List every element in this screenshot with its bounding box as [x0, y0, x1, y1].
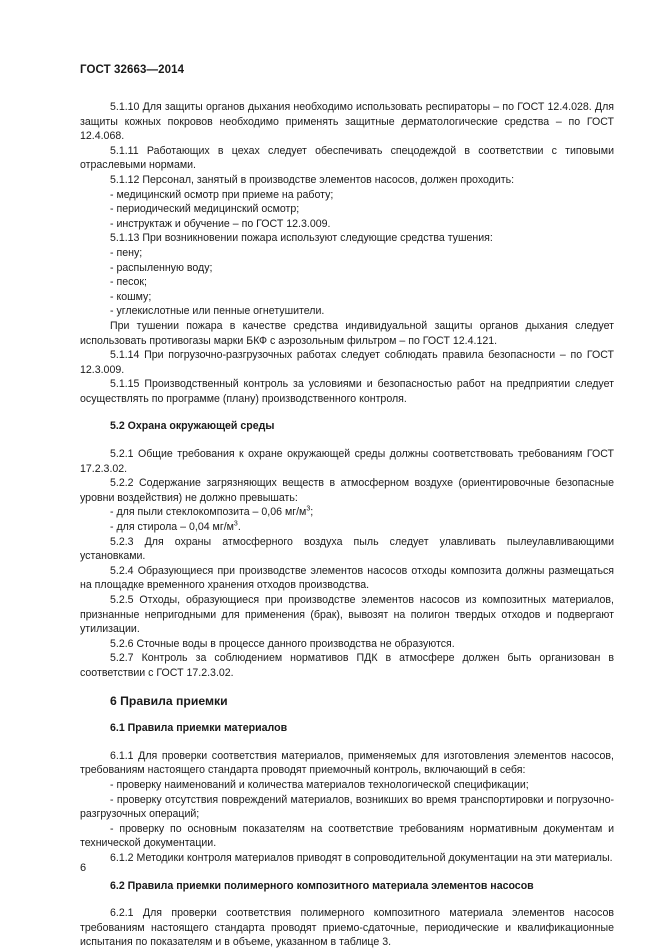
paragraph-6-2-1: 6.2.1 Для проверки соответствия полимерного композитного материала элементов насосов требованиям настоящего стандарта проводят приемо-сдаточные, периодические и квалификационные испытания по показателям и в объеме, указанном в таблице 3.: [80, 907, 614, 949]
section-heading-6-1: 6.1 Правила приемки материалов: [110, 722, 288, 735]
section-heading-6-2: 6.2 Правила приемки полимерного композитного материала элементов насосов: [110, 879, 534, 892]
paragraph-5-1-10: 5.1.10 Для защиты органов дыхания необходимо использовать респираторы – по ГОСТ 12.4.028. Для защиты кожных покровов необходимо применять защитные дерматологические средства – по ГОСТ 12.4.068.: [80, 101, 614, 143]
list-item: - песок;: [110, 276, 147, 289]
list-item: - проверку по основным показателям на соответствие требованиям нормативным документам и технической документации.: [80, 822, 614, 850]
page-number: 6: [80, 862, 87, 874]
paragraph-6-1-1: 6.1.1 Для проверки соответствия материалов, применяемых для изготовления элементов насосов, требованиям настоящего стандарта проводят приемочный контроль, включающий в себя:: [80, 749, 614, 777]
list-item: - инструктаж и обучение – по ГОСТ 12.3.009.: [110, 217, 331, 230]
superscript: 3: [233, 520, 238, 528]
list-item: - углекислотные или пенные огнетушители.: [110, 305, 325, 318]
paragraph-fire-protection: При тушении пожара в качестве средства индивидуальной защиты органов дыхания следует использовать противогазы марки БКФ с аэрозольным фильтром – по ГОСТ 12.4.121.: [80, 319, 614, 347]
list-item-text: - для пыли стеклокомпозита – 0,06 мг/м: [110, 506, 307, 519]
paragraph-5-2-5: 5.2.5 Отходы, образующиеся при производстве элементов насосов из композитных материалов, признанные непригодными для применения (брак), вывозят на полигон твердых отходов и подвергают утилизации.: [80, 594, 614, 636]
list-item-end: .: [237, 521, 241, 534]
list-item: - распыленную воду;: [110, 261, 213, 274]
paragraph-5-2-7: 5.2.7 Контроль за соблюдением нормативов ПДК в атмосфере должен быть организован в соответствии с ГОСТ 17.2.3.02.: [80, 652, 614, 679]
paragraph-5-1-14: 5.1.14 При погрузочно-разгрузочных работах следует соблюдать правила безопасности – по ГОСТ 12.3.009.: [80, 349, 614, 376]
paragraph-5-1-15: 5.1.15 Производственный контроль за условиями и безопасностью работ на предприятии следует осуществлять по программе (плану) производственного контроля.: [80, 378, 614, 405]
list-item: - медицинский осмотр при приеме на работу;: [110, 188, 334, 201]
list-item: - пену;: [110, 246, 143, 259]
list-item-end: ;: [310, 506, 314, 519]
section-heading-6: 6 Правила приемки: [110, 693, 228, 708]
paragraph-5-2-4: 5.2.4 Образующиеся при производстве элементов насосов отходы композита должны размещаться на площадке временного хранения отходов производства.: [80, 564, 614, 592]
list-item: - кошму;: [110, 290, 152, 303]
paragraph-5-1-13: 5.1.13 При возникновении пожара используют следующие средства тушения:: [110, 232, 493, 245]
document-body: [80, 100, 614, 950]
list-item: [80, 520, 614, 535]
paragraph-5-2-1: 5.2.1 Общие требования к охране окружающей среды должны соответствовать требованиям ГОСТ 17.2.3.02.: [80, 448, 614, 475]
paragraph-6-1-2: 6.1.2 Методики контроля материалов приводят в сопроводительной документации на эти материалы.: [110, 851, 613, 864]
section-heading-5-2: 5.2 Охрана окружающей среды: [110, 420, 275, 433]
superscript: 3: [306, 505, 311, 513]
paragraph-5-2-3: 5.2.3 Для охраны атмосферного воздуха пыль следует улавливать пылеулавливающими установками.: [80, 535, 614, 563]
paragraph-5-2-6: 5.2.6 Сточные воды в процессе данного производства не образуются.: [110, 637, 455, 650]
list-item: [80, 505, 614, 520]
list-item: - периодический медицинский осмотр;: [110, 203, 300, 216]
list-item: - проверку наименований и количества материалов технологической спецификации;: [110, 778, 529, 791]
paragraph-5-2-2: 5.2.2 Содержание загрязняющих веществ в атмосферном воздухе (ориентировочные безопасные уровни воздействия) не должно превышать:: [80, 477, 614, 504]
paragraph-5-1-12: 5.1.12 Персонал, занятый в производстве элементов насосов, должен проходить:: [110, 173, 515, 186]
list-item: - проверку отсутствия повреждений материалов, возникших во время транспортировки и погрузочно-разгрузочных операций;: [80, 793, 614, 821]
document-header: ГОСТ 32663—2014: [80, 64, 185, 76]
list-item-text: - для стирола – 0,04 мг/м: [110, 521, 234, 534]
paragraph-5-1-11: 5.1.11 Работающих в цехах следует обеспечивать спецодеждой в соответствии с типовыми отраслевыми нормами.: [80, 144, 614, 172]
